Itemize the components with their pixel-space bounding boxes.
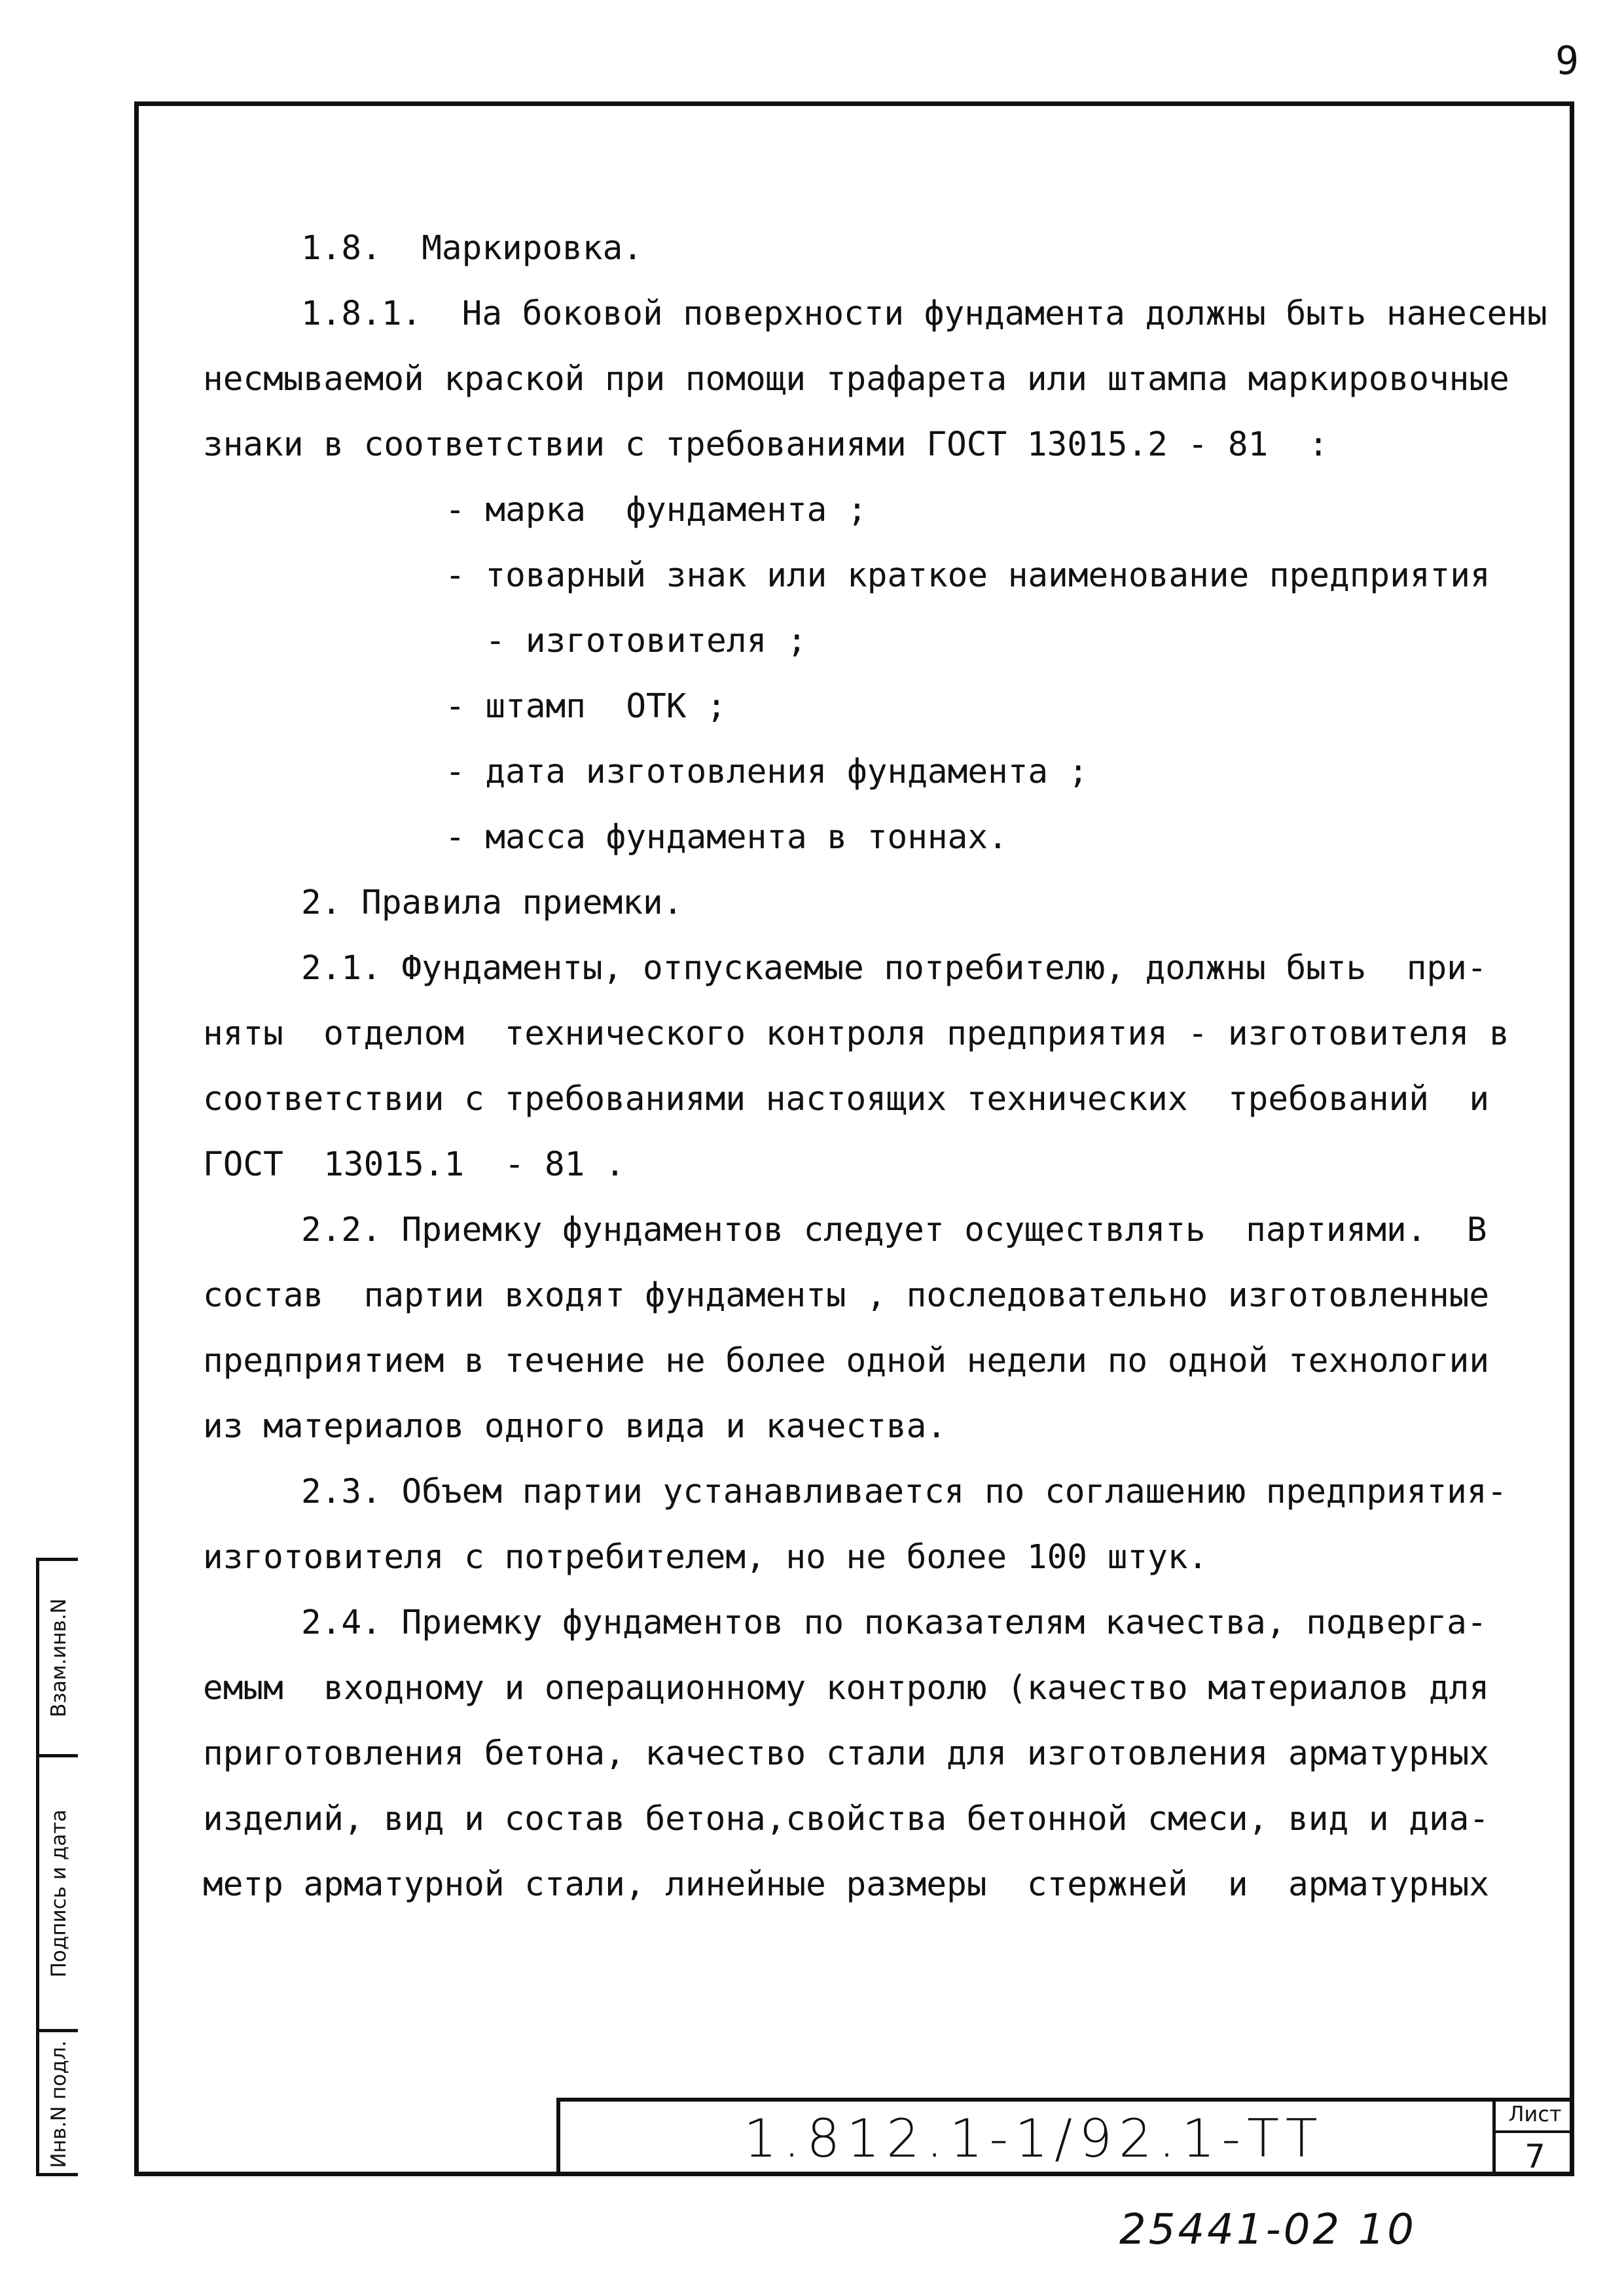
text-line: - марка фундамента ; bbox=[445, 491, 867, 529]
text-line: ГОСТ 13015.1 - 81 . bbox=[203, 1145, 625, 1184]
side-cell-vzam-inv bbox=[39, 1561, 78, 1757]
sheet-box bbox=[1492, 2102, 1574, 2176]
text-line: 1.8.1. На боковой поверхности фундамента должны быть нанесены bbox=[301, 295, 1547, 333]
side-label-vzam-inv: Взам.инв.N bbox=[46, 1598, 71, 1717]
text-line: предприятием в течение не более одной недели по одной технологии bbox=[203, 1342, 1490, 1380]
text-line: емым входному и операционному контролю (качество материалов для bbox=[203, 1669, 1490, 1708]
side-cell-inv-podl bbox=[39, 2032, 78, 2176]
text-line: соответствии с требованиями настоящих технических требований и bbox=[203, 1080, 1490, 1119]
text-line: - дата изготовления фундамента ; bbox=[445, 753, 1089, 791]
text-line: 1.8. Маркировка. bbox=[301, 229, 643, 268]
sheet-label: Лист bbox=[1496, 2102, 1574, 2133]
text-line: 2. Правила приемки. bbox=[301, 884, 683, 922]
side-label-podpis-data: Подпись и дата bbox=[46, 1809, 71, 1977]
document-body bbox=[203, 216, 1547, 1918]
text-line: 2.2. Приемку фундаментов следует осуществлять партиями. В bbox=[301, 1211, 1487, 1249]
text-line: - масса фундамента в тоннах. bbox=[445, 818, 1008, 857]
page-number: 9 bbox=[1555, 38, 1579, 84]
text-line: - товарный знак или краткое наименование предприятия bbox=[445, 556, 1490, 595]
text-line: приготовления бетона, качество стали для изготовления арматурных bbox=[203, 1734, 1490, 1773]
sheet-number: 7 bbox=[1525, 2138, 1545, 2176]
text-line: - изготовителя ; bbox=[445, 622, 807, 660]
text-line: метр арматурной стали, линейные размеры стержней и арматурных bbox=[203, 1865, 1490, 1904]
document-code: 1.812.1-1/92.1-ТТ bbox=[744, 2108, 1324, 2169]
side-label-inv-podl: Инв.N подл. bbox=[46, 2040, 71, 2168]
text-line: - штамп ОТК ; bbox=[445, 687, 727, 726]
text-line: 2.4. Приемку фундаментов по показателям качества, подверга- bbox=[301, 1604, 1487, 1642]
text-line: изделий, вид и состав бетона,свойства бетонной смеси, вид и диа- bbox=[203, 1800, 1490, 1839]
text-line: несмываемой краской при помощи трафарета или штампа маркировочные bbox=[203, 360, 1509, 399]
text-line: из материалов одного вида и качества. bbox=[203, 1407, 947, 1446]
side-cell-podpis-data bbox=[39, 1757, 78, 2032]
text-line: няты отделом технического контроля предприятия - изготовителя в bbox=[203, 1014, 1509, 1053]
title-block bbox=[556, 2098, 1574, 2176]
handwritten-note: 25441-02 10 bbox=[1119, 2206, 1416, 2254]
text-line: 2.1. Фундаменты, отпускаемые потребителю, должны быть при- bbox=[301, 949, 1487, 988]
side-stamp-strip bbox=[36, 1558, 78, 2176]
text-line: знаки в соответствии с требованиями ГОСТ 13015.2 - 81 : bbox=[203, 425, 1329, 464]
text-line: 2.3. Объем партии устанавливается по соглашению предприятия- bbox=[301, 1473, 1507, 1511]
text-line: изготовителя с потребителем, но не более 100 штук. bbox=[203, 1538, 1208, 1577]
text-line: состав партии входят фундаменты , последовательно изготовленные bbox=[203, 1276, 1490, 1315]
